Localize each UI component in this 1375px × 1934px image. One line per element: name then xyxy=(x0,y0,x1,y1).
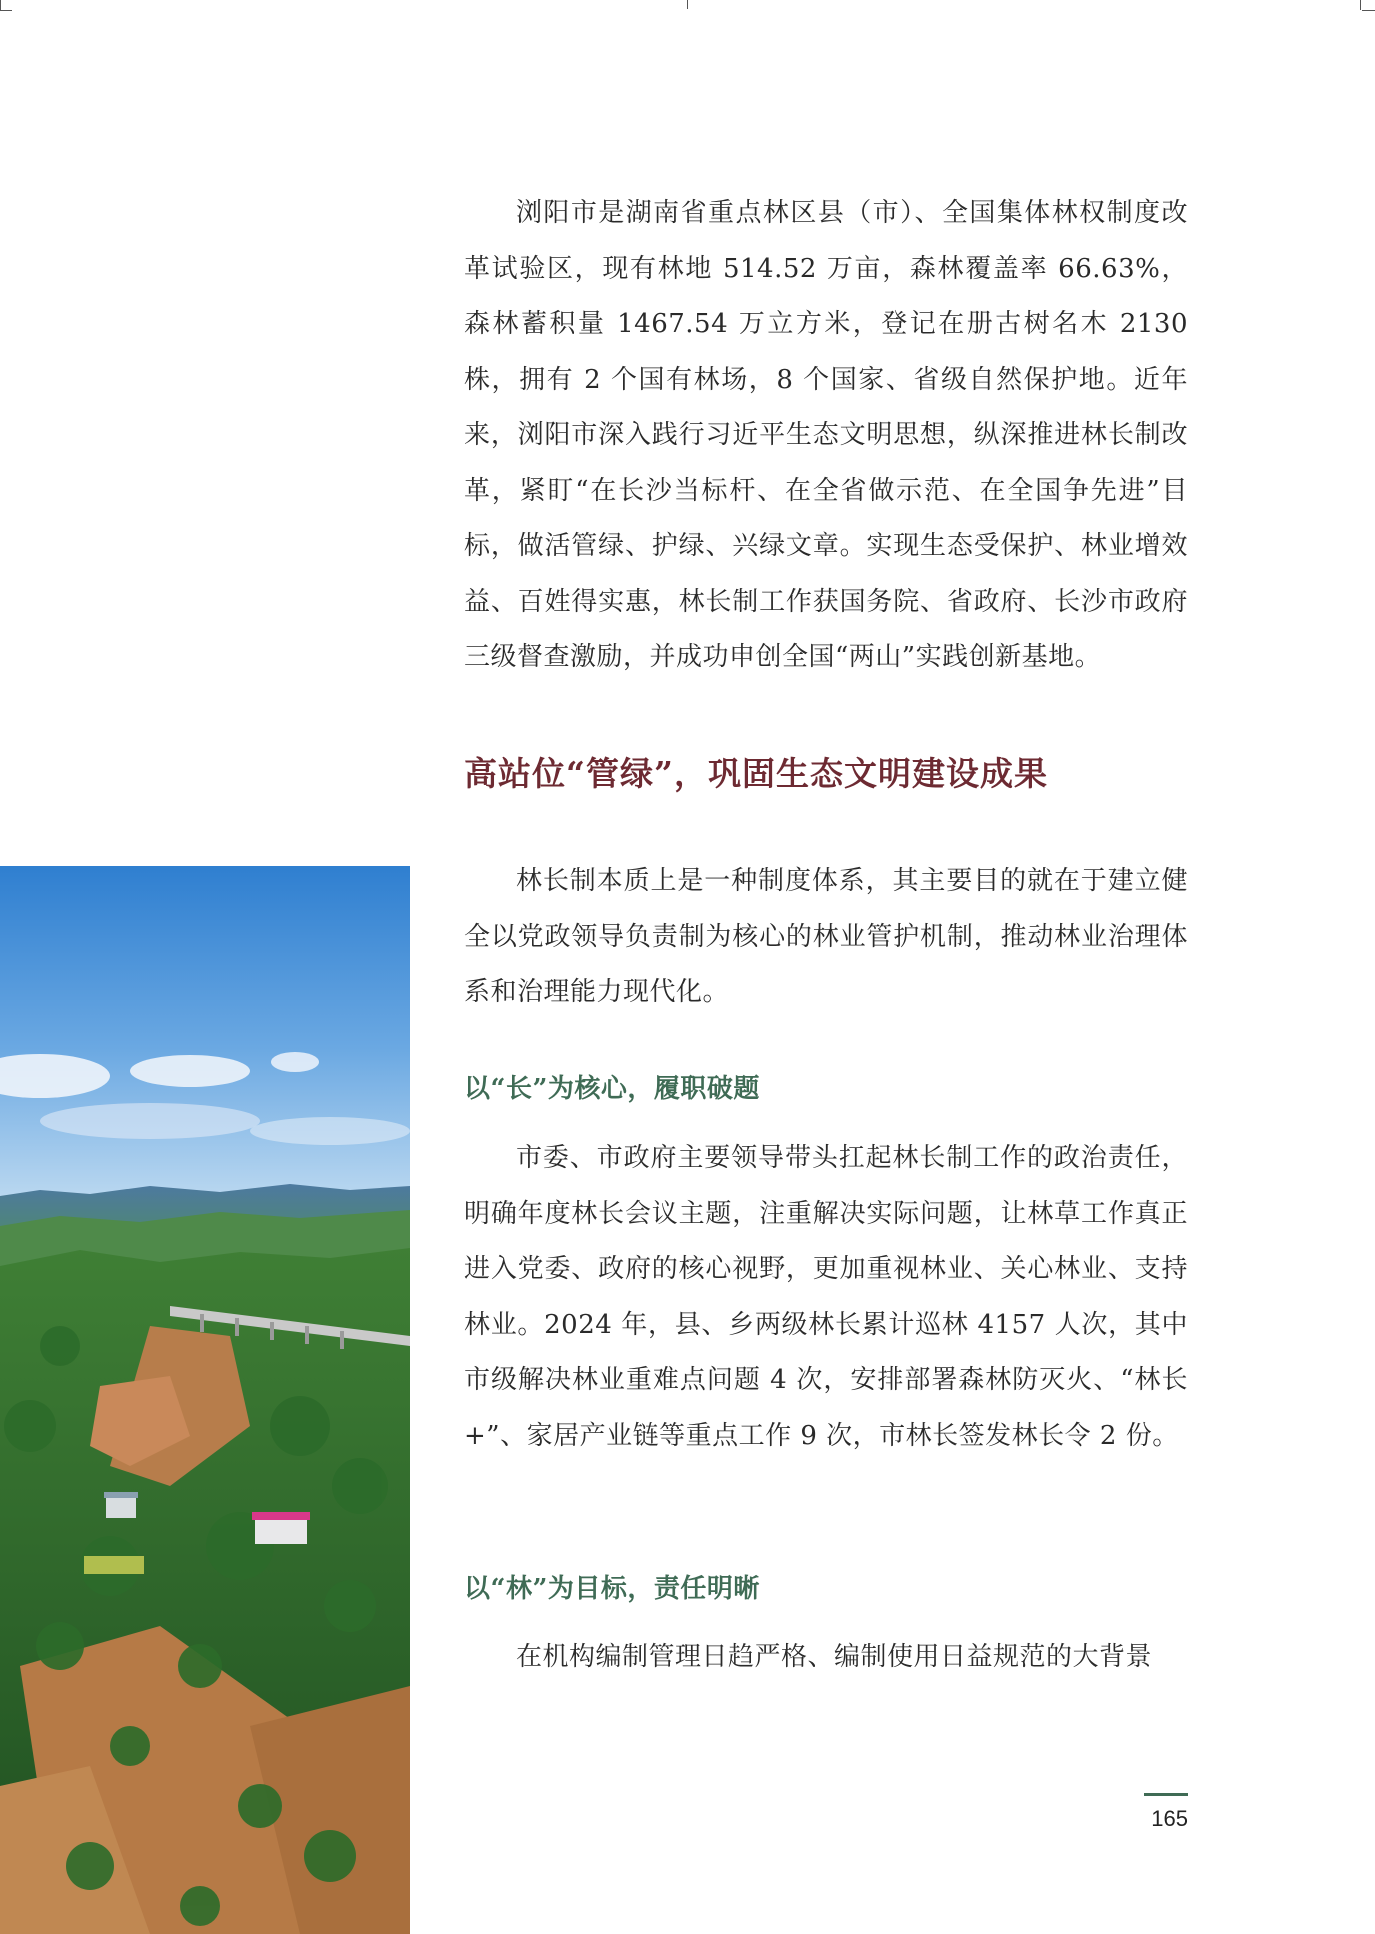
subsection-heading: 以“长”为核心，履职破题 xyxy=(464,1074,760,1104)
forest-landscape-photo xyxy=(0,866,410,1934)
crop-mark xyxy=(1362,10,1375,11)
crop-mark xyxy=(1360,0,1361,10)
subsection-paragraph: 市委、市政府主要领导带头扛起林长制工作的政治责任，明确年度林长会议主题，注重解决实际问题，让林草工作真正进入党委、政府的核心视野，更加重视林业、关心林业、支持林业。2024 年，县、乡两级林长累计巡林 4157 人次，其中市级解决林业重难点问题 4 次，安排部署森林防灭火、“林长 +”、家居产业链等重点工作 9 次，市林长签发林长令 2 份。 xyxy=(464,1143,1188,1451)
intro-paragraph: 浏阳市是湖南省重点林区县（市）、全国集体林权制度改革试验区，现有林地 514.52 万亩，森林覆盖率 66.63%，森林蓄积量 1467.54 万立方米，登记在册古树名木 2130 株，拥有 2 个国有林场，8 个国家、省级自然保护地。近年来，浏阳市深入践行习近平生态文明思想，纵深推进林长制改革，紧盯“在长沙当标杆、在全省做示范、在全国争先进”目标，做活管绿、护绿、兴绿文章。实现生态受保护、林业增效益、百姓得实惠，林长制工作获国务院、省政府、长沙市政府三级督查激励，并成功申创全国“两山”实践创新基地。 xyxy=(464,198,1188,672)
page-number-rule xyxy=(1144,1793,1188,1796)
subsection-paragraph: 在机构编制管理日趋严格、编制使用日益规范的大背景 xyxy=(516,1642,1153,1672)
subsection-heading: 以“林”为目标，责任明晰 xyxy=(464,1574,760,1604)
crop-mark xyxy=(0,0,1,10)
section-heading: 高站位“管绿”，巩固生态文明建设成果 xyxy=(464,754,1048,793)
crop-mark xyxy=(0,10,12,11)
page-number: 165 xyxy=(1151,1806,1188,1831)
crop-mark xyxy=(687,0,688,9)
section-paragraph: 林长制本质上是一种制度体系，其主要目的就在于建立健全以党政领导负责制为核心的林业管护机制，推动林业治理体系和治理能力现代化。 xyxy=(464,866,1188,1007)
